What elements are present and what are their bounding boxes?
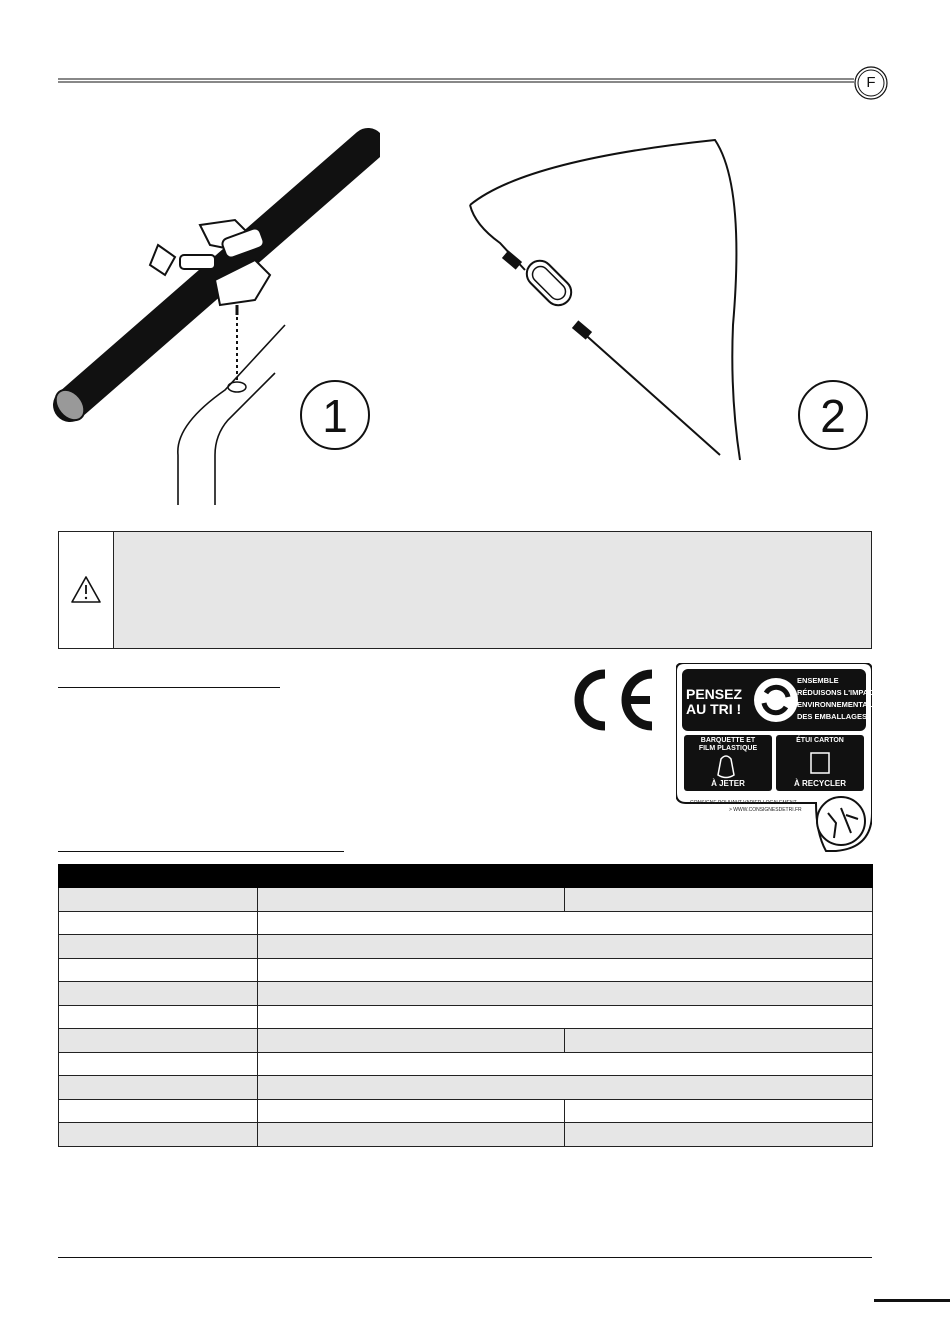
step-1-number: 1	[322, 390, 348, 442]
table-row	[59, 1005, 873, 1029]
table-header-row	[59, 865, 873, 888]
table-row	[59, 888, 873, 912]
triman-ensemble-1: ENSEMBLE	[797, 676, 839, 685]
table-cell	[59, 1005, 258, 1029]
table-cell	[565, 1029, 873, 1053]
table-cell	[59, 1029, 258, 1053]
table-cell	[59, 911, 258, 935]
step-2-number: 2	[820, 390, 846, 442]
table-cell	[565, 1099, 873, 1123]
table-row	[59, 1076, 873, 1100]
table-row	[59, 958, 873, 982]
page-tab	[874, 1299, 950, 1302]
table-row	[59, 982, 873, 1006]
triman-pensez-1: PENSEZ	[686, 686, 743, 702]
table-row	[59, 1029, 873, 1053]
warning-box	[58, 531, 872, 649]
section-rule-2	[58, 851, 344, 852]
language-badge-label: F	[866, 74, 876, 91]
triman-right-title: ÉTUI CARTON	[796, 737, 844, 744]
clamp-on-truss-icon	[50, 125, 380, 510]
table-cell	[565, 888, 873, 912]
triman-ensemble-3: ENVIRONNEMENTAL	[797, 700, 873, 709]
triman-ensemble-4: DES EMBALLAGES	[797, 712, 868, 721]
triman-ensemble-2: RÉDUISONS L'IMPACT	[797, 688, 879, 697]
table-cell	[258, 1005, 873, 1029]
section-rule-1	[58, 687, 280, 688]
table-cell	[59, 1099, 258, 1123]
table-cell	[59, 958, 258, 982]
table-cell	[59, 1076, 258, 1100]
table-cell	[59, 1052, 258, 1076]
table-cell	[258, 958, 873, 982]
header-rule	[58, 78, 854, 83]
footer-rule	[58, 1257, 872, 1258]
triman-pensez-2: AU TRI !	[686, 701, 742, 717]
table-cell	[565, 1123, 873, 1147]
table-cell	[59, 865, 873, 888]
table-cell	[258, 1076, 873, 1100]
table-row	[59, 1052, 873, 1076]
table-row	[59, 1123, 873, 1147]
table-row	[59, 935, 873, 959]
table-cell	[258, 1052, 873, 1076]
spec-table-body	[59, 865, 873, 1147]
table-cell	[59, 1123, 258, 1147]
table-cell	[258, 935, 873, 959]
ce-mark-icon	[572, 668, 658, 732]
triman-right-action: À RECYCLER	[793, 779, 846, 788]
table-cell	[59, 888, 258, 912]
table-row	[59, 911, 873, 935]
triman-left-title-1: BARQUETTE ET	[700, 737, 756, 744]
table-cell	[258, 1099, 565, 1123]
table-row	[59, 1099, 873, 1123]
table-cell	[258, 1029, 565, 1053]
warning-triangle-icon	[70, 574, 102, 606]
table-cell	[258, 982, 873, 1006]
table-cell	[59, 935, 258, 959]
table-cell	[59, 982, 258, 1006]
triman-consigne-1: CONSIGNE POUVANT VARIER LOCALEMENT	[690, 800, 797, 806]
spec-table	[58, 864, 873, 1147]
table-cell	[258, 888, 565, 912]
triman-consigne-2: > WWW.CONSIGNESDETRI.FR	[729, 807, 802, 813]
triman-left-title-2: FILM PLASTIQUE	[698, 745, 758, 752]
table-cell	[258, 911, 873, 935]
table-cell	[258, 1123, 565, 1147]
triman-left-action: À JETER	[711, 779, 745, 788]
